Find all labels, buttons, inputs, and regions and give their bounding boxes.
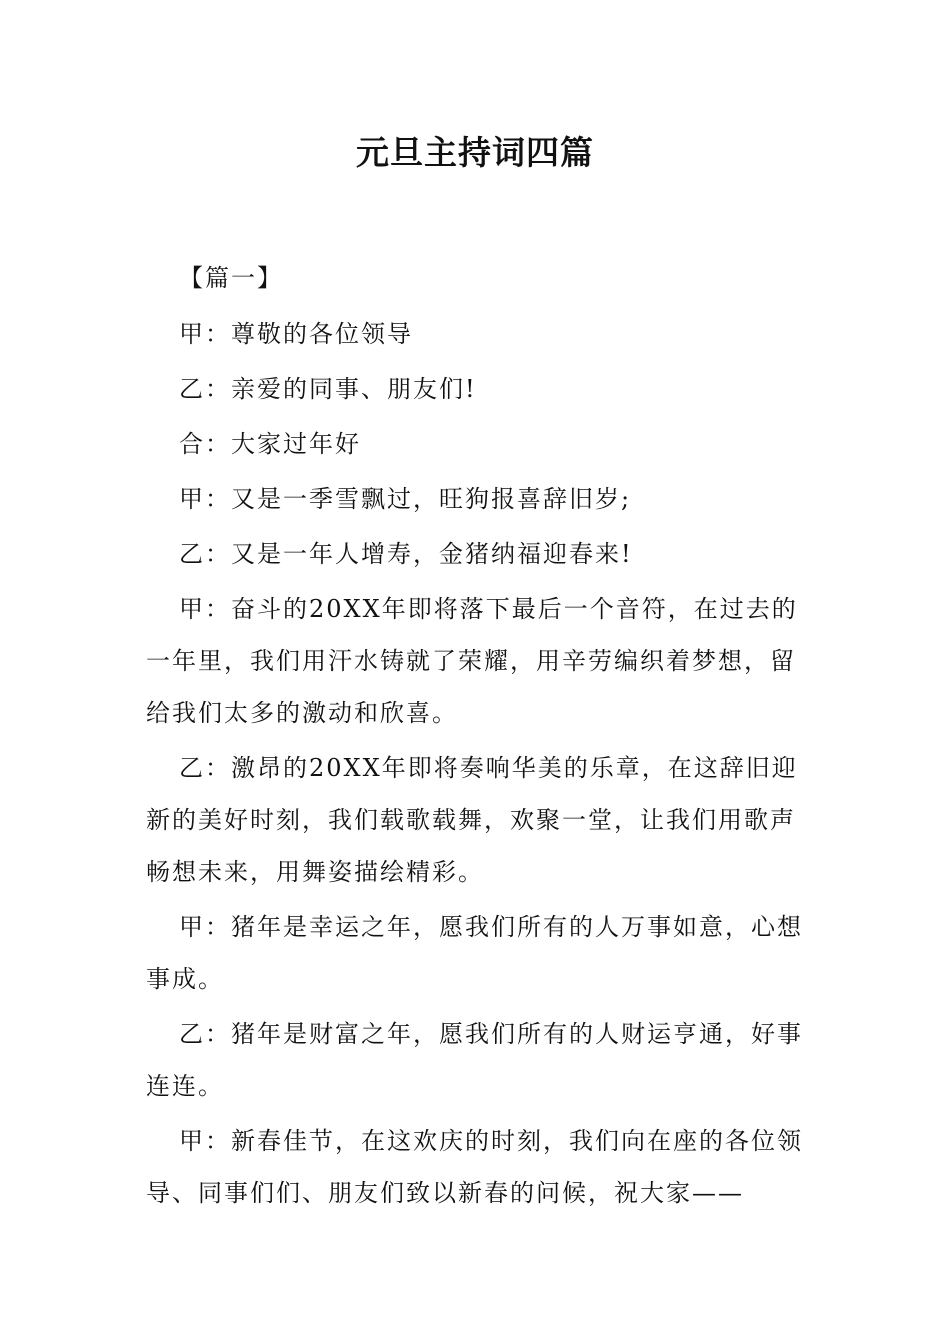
paragraph: 甲：猪年是幸运之年，愿我们所有的人万事如意，心想事成。	[146, 913, 803, 993]
document-title: 元旦主持词四篇	[356, 133, 594, 172]
paragraph: 乙：亲爱的同事、朋友们!	[179, 375, 477, 403]
paragraph: 甲：又是一季雪飘过，旺狗报喜辞旧岁;	[179, 485, 632, 513]
paragraph: 甲：尊敬的各位领导	[179, 320, 413, 348]
paragraph: 甲：奋斗的20XX年即将落下最后一个音符，在过去的一年里，我们用汗水铸就了荣耀，用辛劳编织着梦想，留给我们太多的激动和欣喜。	[146, 595, 798, 727]
paragraph: 乙：又是一年人增寿，金猪纳福迎春来!	[179, 540, 633, 568]
paragraph: 合：大家过年好	[179, 430, 361, 458]
paragraph: 乙：猪年是财富之年，愿我们所有的人财运亨通，好事连连。	[146, 1020, 803, 1100]
document-body	[146, 252, 806, 1222]
paragraph: 乙：激昂的20XX年即将奏响华美的乐章，在这辞旧迎新的美好时刻，我们载歌载舞，欢聚一堂，让我们用歌声畅想未来，用舞姿描绘精彩。	[146, 754, 798, 886]
paragraph: 甲：新春佳节，在这欢庆的时刻，我们向在座的各位领导、同事们们、朋友们致以新春的问候，祝大家——	[146, 1127, 803, 1207]
section-heading: 【篇一】	[179, 264, 283, 292]
